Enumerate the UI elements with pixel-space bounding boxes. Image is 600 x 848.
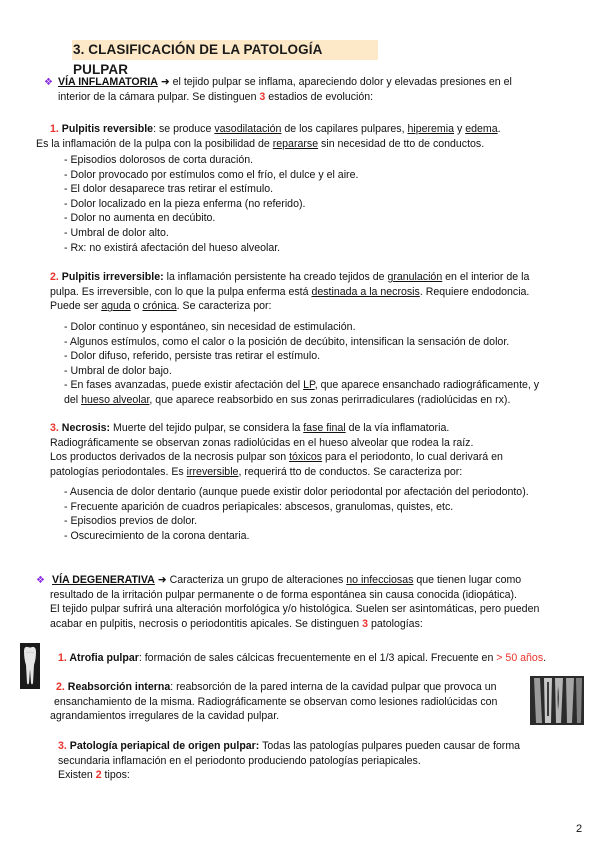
via-degenerativa-label: VÍA DEGENERATIVA bbox=[52, 574, 155, 586]
list-item: - Episodios dolorosos de corta duración. bbox=[64, 153, 574, 168]
section-title: 3. CLASIFICACIÓN DE LA PATOLOGÍA PULPAR bbox=[72, 40, 378, 60]
necrosis-line3: Los productos derivados de la necrosis pulpar son tóxicos para el periodonto, lo cual derivará en bbox=[50, 451, 503, 464]
periapical-line3: Existen 2 tipos: bbox=[58, 769, 130, 782]
list-item: - Ausencia de dolor dentario (aunque puede existir dolor periodontal por afectación del periodonto). bbox=[64, 485, 584, 500]
necrosis-heading: 3. Necrosis: Muerte del tejido pulpar, se considera la fase final de la vía inflamatoria. bbox=[50, 422, 450, 434]
list-item: - Algunos estímulos, como el calor o la posición de decúbito, intensifican la sensación de dolor. bbox=[64, 335, 584, 350]
via-degenerativa-line1: VÍA DEGENERATIVA ➜ Caracteriza un grupo de alteraciones no infecciosas que tienen lugar como bbox=[52, 574, 522, 586]
necrosis-list bbox=[64, 485, 584, 543]
list-item: - Dolor no aumenta en decúbito. bbox=[64, 211, 574, 226]
diamond-bullet-icon: ❖ bbox=[36, 575, 45, 586]
list-item: - Dolor localizado en la pieza enferma (no referido). bbox=[64, 197, 574, 212]
via-inflamatoria-line1: VÍA INFLAMATORIA ➜ el tejido pulpar se inflama, apareciendo dolor y elevadas presiones en el bbox=[58, 76, 512, 88]
pulpitis-reversible-list bbox=[64, 153, 574, 255]
list-item: - Dolor difuso, referido, persiste tras retirar el estímulo. bbox=[64, 349, 584, 364]
pulpitis-irreversible-section bbox=[50, 270, 580, 314]
via-inflamatoria-label: VÍA INFLAMATORIA bbox=[58, 76, 158, 88]
via-inflamatoria-intro bbox=[58, 75, 578, 104]
atrofia-pulpar: 1. Atrofia pulpar: formación de sales cálcicas frecuentemente en el 1/3 apical. Frecuente en > 50 años. bbox=[58, 652, 547, 664]
reabsorcion-heading: 2. Reabsorción interna: reabsorción de la pared interna de la cavidad pulpar que provoca un bbox=[56, 681, 497, 693]
reabsorcion-line3: agrandamientos irregulares de la cavidad pulpar. bbox=[50, 710, 280, 723]
reabsorcion-line2: ensanchamiento de la misma. Radiográficamente se observan como lesiones radiolúcidas con bbox=[54, 695, 498, 708]
via-degenerativa-line3: El tejido pulpar sufrirá una alteración morfológica y/o histológica. Suelen ser asintomáticas, pero pueden bbox=[50, 603, 540, 616]
patologia-periapical bbox=[58, 739, 588, 783]
necrosis-line2: Radiográficamente se observan zonas radiolúcidas en el hueso alveolar que rodea la raíz. bbox=[50, 436, 474, 449]
list-item: - Oscurecimiento de la corona dentaria. bbox=[64, 529, 584, 544]
pulpitis-irreversible-line3: Puede ser aguda o crónica. Se caracteriza por: bbox=[50, 300, 272, 313]
arrow-right-icon: ➜ bbox=[157, 574, 167, 586]
xray-image bbox=[530, 676, 584, 725]
list-item: - Rx: no existirá afectación del hueso alveolar. bbox=[64, 241, 574, 256]
pulpitis-irreversible-last-cont: del hueso alveolar, que aparece reabsorbido en sus zonas perirradiculares (radiolúcidas en rx). bbox=[64, 394, 511, 406]
page-number: 2 bbox=[576, 823, 583, 835]
list-item: - Episodios previos de dolor. bbox=[64, 514, 584, 529]
list-item: - Umbral de dolor bajo. bbox=[64, 364, 584, 379]
pulpitis-reversible-section bbox=[36, 122, 576, 151]
list-item: - Dolor provocado por estímulos como el frío, el dulce y el aire. bbox=[64, 168, 574, 183]
pulpitis-reversible-desc: Es la inflamación de la pulpa con la posibilidad de repararse sin necesidad de tto de conductos. bbox=[36, 137, 485, 150]
arrow-right-icon: ➜ bbox=[160, 76, 170, 88]
pulpitis-irreversible-list bbox=[64, 320, 584, 393]
list-item: - En fases avanzadas, puede existir afectación del LP, que aparece ensanchado radiográficamente, y bbox=[64, 378, 584, 393]
via-degenerativa-line4: acabar en pulpitis, necrosis o periodontitis apicales. Se distinguen 3 patologías: bbox=[50, 617, 423, 630]
necrosis-line4: patologías periodontales. Es irreversible, requerirá tto de conductos. Se caracteriza por: bbox=[50, 465, 463, 478]
via-degenerativa-line2: resultado de la irritación pulpar permanente o de forma espontánea sin causa conocida (idiopática). bbox=[50, 588, 517, 601]
reabsorcion-interna bbox=[50, 680, 530, 724]
via-degenerativa-intro bbox=[50, 573, 585, 631]
list-item: - Frecuente aparición de cuadros periapicales: abscesos, granulomas, quistes, etc. bbox=[64, 500, 584, 515]
list-item: - El dolor desaparece tras retirar el estímulo. bbox=[64, 182, 574, 197]
periapical-line2: secundaria inflamación en el periodonto produciendo patologías periapicales. bbox=[58, 754, 421, 767]
list-item: - Umbral de dolor alto. bbox=[64, 226, 574, 241]
periapical-heading: 3. Patología periapical de origen pulpar: Todas las patologías pulpares pueden causar de forma bbox=[58, 740, 521, 752]
tooth-image bbox=[20, 643, 40, 689]
list-item: - Dolor continuo y espontáneo, sin necesidad de estimulación. bbox=[64, 320, 584, 335]
pulpitis-reversible-heading: 1. Pulpitis reversible: se produce vasodilatación de los capilares pulpares, hiperemia y edema. bbox=[50, 123, 501, 135]
via-inflamatoria-line2: interior de la cámara pulpar. Se distinguen 3 estadios de evolución: bbox=[58, 90, 374, 103]
pulpitis-irreversible-line2: pulpa. Es irreversible, con lo que la pulpa enferma está destinada a la necrosis. Requiere endodoncia. bbox=[50, 285, 530, 298]
necrosis-section bbox=[50, 421, 580, 479]
pulpitis-irreversible-heading: 2. Pulpitis irreversible: la inflamación persistente ha creado tejidos de granulación en el interior de la bbox=[50, 271, 530, 283]
diamond-bullet-icon: ❖ bbox=[44, 77, 53, 88]
